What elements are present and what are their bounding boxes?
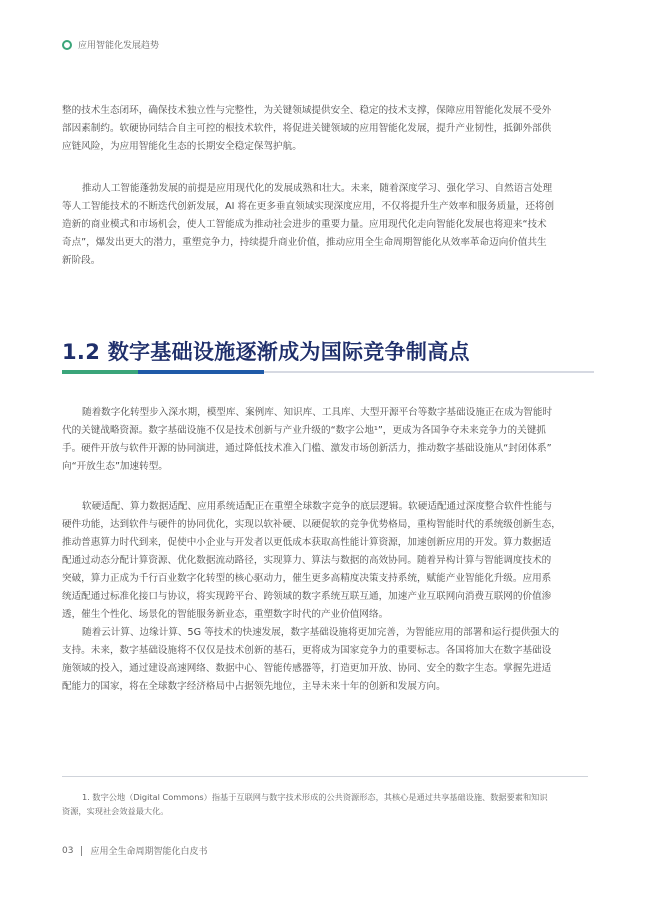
paragraph-line: 突破，算力正成为千行百业数字化转型的核心驱动力，催生更多高精度决策支持系统，赋能产业智能化升级。应用系 <box>62 573 552 584</box>
footnote <box>62 790 588 818</box>
paragraph-line: 随着数字化转型步入深水期，模型库、案例库、知识库、工具库、大型开源平台等数字基础设施正在成为智能时 <box>82 407 553 418</box>
paragraph-line: 施领域的投入，通过建设高速网络、数据中心、智能传感器等，打造更加开放、协同、安全的数字生态。掌握先进适 <box>62 663 552 674</box>
paragraph-line: 等人工智能技术的不断迭代创新发展，AI 将在更多垂直领域实现深度应用，不仅将提升生产效率和服务质量，还将创 <box>62 201 555 212</box>
paragraph-line: 推动普惠算力时代到来，促使中小企业与开发者以更低成本获取高性能计算资源，加速创新应用的开发。算力数据适 <box>62 537 552 548</box>
paragraph-line: 软硬适配、算力数据适配、应用系统适配正在重塑全球数字竞争的底层逻辑。软硬适配通过深度整合软件性能与 <box>82 501 553 512</box>
circle-logo-icon <box>62 40 72 50</box>
header-title: 应用智能化发展趋势 <box>78 41 160 51</box>
paragraph-line: 推动人工智能蓬勃发展的前提是应用现代化的发展成熟和壮大。未来，随着深度学习、强化学习、自然语言处理 <box>82 183 553 194</box>
underline-grey-segment <box>264 371 594 373</box>
underline-blue-segment <box>138 370 264 374</box>
section-title: 1.2 数字基础设施逐渐成为国际竞争制高点 <box>62 340 470 364</box>
paragraph-line: 向“开放生态”加速转型。 <box>62 461 168 472</box>
paragraph-3 <box>62 404 594 476</box>
paragraph-line: 应链风险，为应用智能化生态的长期安全稳定保驾护航。 <box>62 141 302 152</box>
paragraph-line: 配能力的国家，将在全球数字经济格局中占据领先地位，主导未来十年的创新和发展方向。 <box>62 681 446 692</box>
paragraph-line: 部因素制约。软硬协同结合自主可控的根技术软件，将促进关键领域的应用智能化发展，提升产业韧性，抵御外部供 <box>62 123 552 134</box>
paragraph-line: 造新的商业模式和市场机会，使人工智能成为推动社会进步的重要力量。应用现代化走向智能化发展也将迎来“技术 <box>62 219 547 230</box>
paragraph-line: 统适配通过标准化接口与协议，将实现跨平台、跨领域的数字系统互联互通，加速产业互联网向消费互联网的价值渗 <box>62 591 552 602</box>
page-footer <box>62 844 207 857</box>
paragraph-line: 代的关键战略资源。数字基础设施不仅是技术创新与产业升级的“数字公地¹”，更成为各国争夺未来竞争力的关键抓 <box>62 425 546 436</box>
paragraph-line: 整的技术生态闭环，确保技术独立性与完整性，为关键领域提供安全、稳定的技术支撑，保障应用智能化发展不受外 <box>62 105 552 116</box>
paragraph-line: 支持。未来，数字基础设施将不仅仅是技术创新的基石，更将成为国家竞争力的重要标志。各国将加大在数字基础设 <box>62 645 552 656</box>
underline-green-segment <box>62 370 138 374</box>
section-title-underline <box>62 370 594 374</box>
footnote-line: 1. 数字公地（Digital Commons）指基于互联网与数字技术形成的公共资源形态，其核心是通过共享基础设施、数据要素和知识 <box>82 792 548 802</box>
paragraph-1 <box>62 102 594 156</box>
paragraph-5 <box>62 624 594 696</box>
footer-separator <box>81 846 82 856</box>
paragraph-2 <box>62 180 594 270</box>
paragraph-line: 手。硬件开放与软件开源的协同演进，通过降低技术准入门槛、激发市场创新活力，推动数字基础设施从“封闭体系” <box>62 443 552 454</box>
paragraph-line: 新阶段。 <box>62 255 101 266</box>
paragraph-line: 硬件功能，达到软件与硬件的协同优化，实现以软补硬、以硬促软的竞争优势格局，重构智能时代的系统级创新生态， <box>62 519 561 530</box>
paragraph-line: 透，催生个性化、场景化的智能服务新业态，重塑数字时代的产业价值网络。 <box>62 609 389 620</box>
paragraph-4 <box>62 498 594 624</box>
footer-doc-title: 应用全生命周期智能化白皮书 <box>90 847 208 857</box>
page-number: 03 <box>62 845 74 856</box>
footnote-divider <box>62 776 588 777</box>
paragraph-line: 配通过动态分配计算资源、优化数据流动路径，实现算力、算法与数据的高效协同。随着异构计算与智能调度技术的 <box>62 555 552 566</box>
paragraph-line: 随着云计算、边缘计算、5G 等技术的快速发展，数字基础设施将更加完善，为智能应用的部署和运行提供强大的 <box>82 627 560 638</box>
page-header <box>62 38 159 51</box>
footnote-line: 资源，实现社会效益最大化。 <box>62 806 169 816</box>
paragraph-line: 奇点”，爆发出更大的潜力，重塑竞争力，持续提升商业价值，推动应用全生命周期智能化从效率革命迈向价值共生 <box>62 237 547 248</box>
